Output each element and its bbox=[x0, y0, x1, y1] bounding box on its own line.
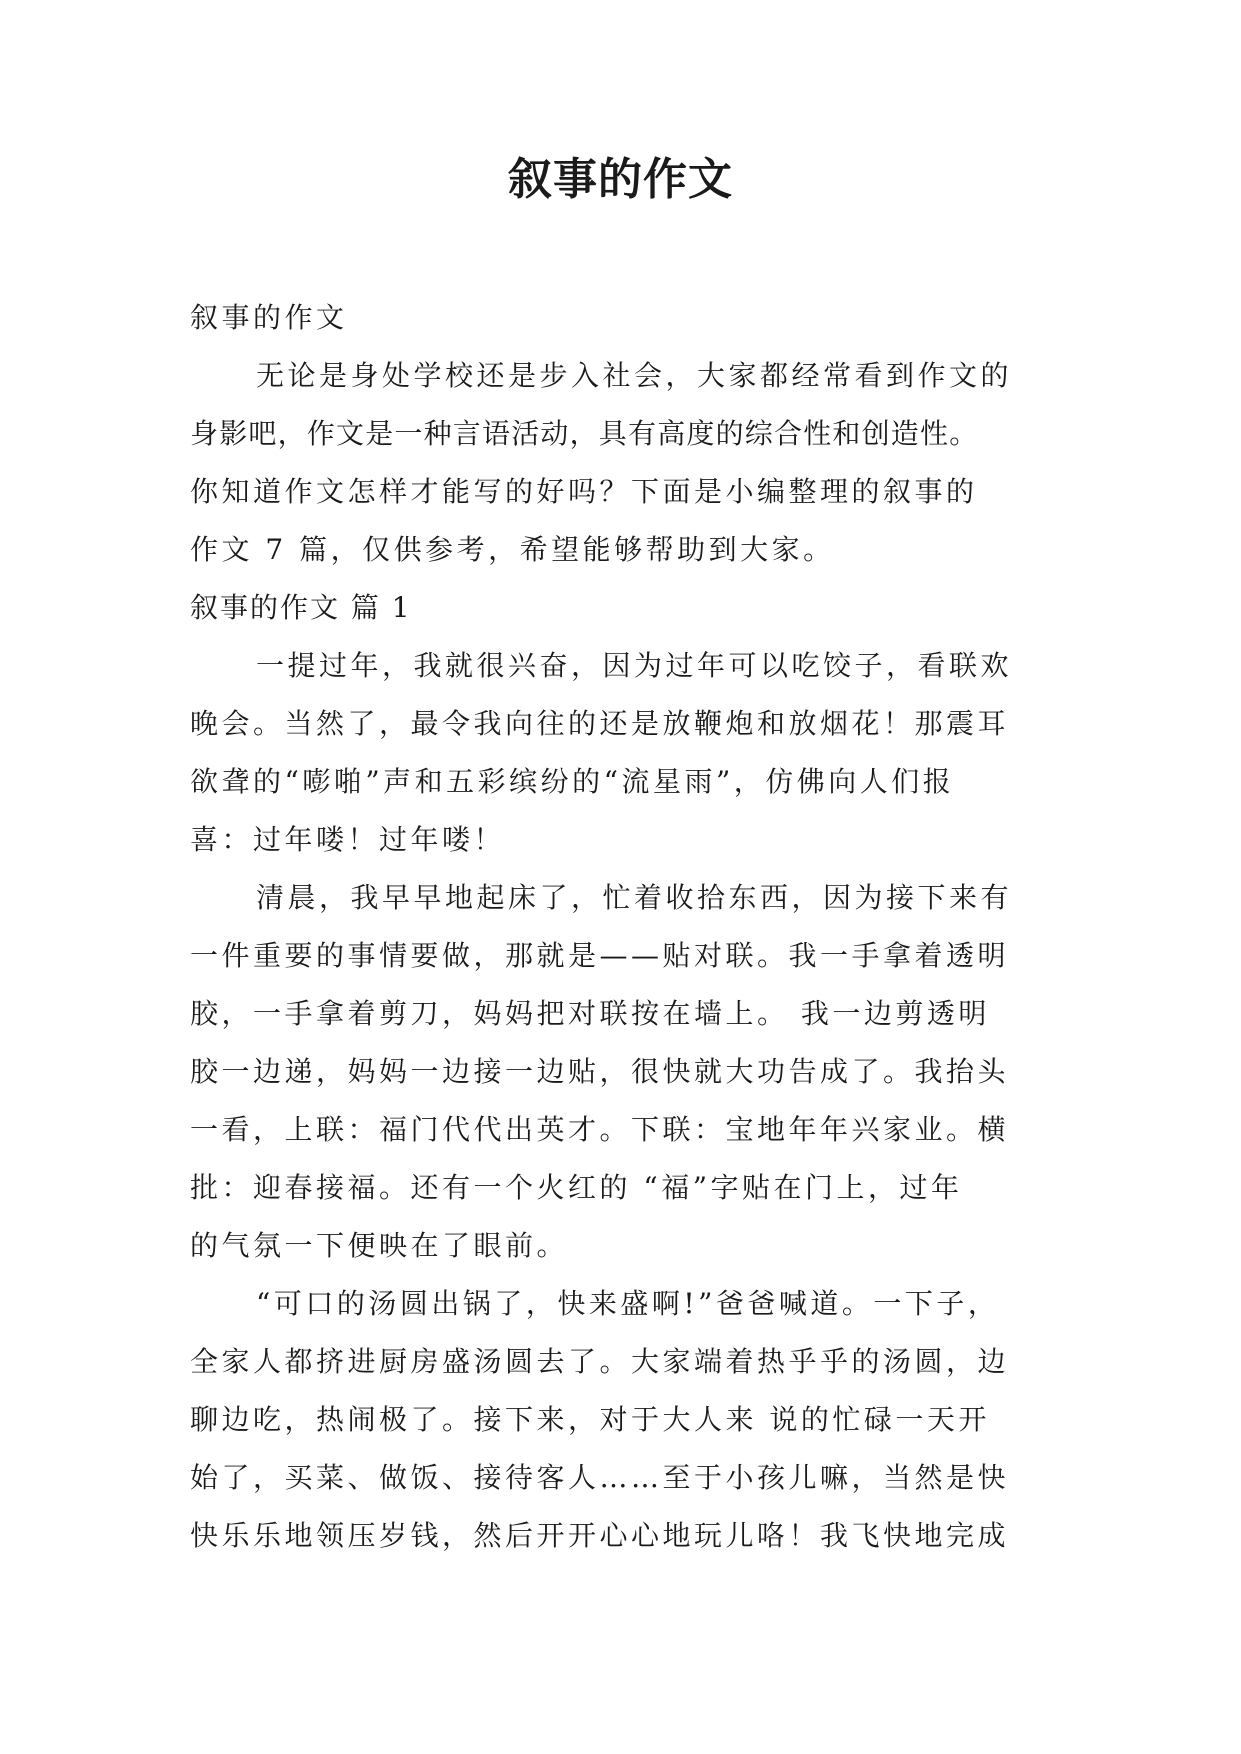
paragraph-line: 批：迎春接福。还有一个火红的 “福”字贴在门上，过年 bbox=[190, 1171, 963, 1204]
paragraph-line: 一看，上联：福门代代出英才。下联：宝地年年兴家业。横 bbox=[190, 1113, 1010, 1146]
paragraph-line: 胶，一手拿着剪刀，妈妈把对联按在墙上。 我一边剪透明 bbox=[190, 997, 990, 1030]
paragraph-line: 清晨，我早早地起床了，忙着收拾东西，因为接下来有 bbox=[256, 881, 1013, 914]
paragraph-line: 快乐乐地领压岁钱，然后开开心心地玩儿咯！我飞快地完成 bbox=[190, 1519, 1010, 1552]
section-heading: 叙事的作文 篇 1 bbox=[190, 591, 412, 624]
document-subtitle: 叙事的作文 bbox=[190, 301, 348, 334]
intro-line: 你知道作文怎样才能写的好吗？下面是小编整理的叙事的 bbox=[190, 475, 978, 508]
paragraph-1 bbox=[190, 637, 1060, 869]
intro-line: 作文 7 篇，仅供参考，希望能够帮助到大家。 bbox=[190, 533, 835, 566]
document-title: 叙事的作文 bbox=[508, 154, 733, 205]
paragraph-line: 一件重要的事情要做，那就是——贴对联。我一手拿着透明 bbox=[190, 939, 1010, 972]
paragraph-line: 晚会。当然了，最令我向往的还是放鞭炮和放烟花！那震耳 bbox=[190, 707, 1010, 740]
paragraph-line: 胶一边递，妈妈一边接一边贴，很快就大功告成了。我抬头 bbox=[190, 1055, 1010, 1088]
paragraph-line: 聊边吃，热闹极了。接下来，对于大人来 说的忙碌一天开 bbox=[190, 1403, 990, 1436]
paragraph-line: “可口的汤圆出锅了，快来盛啊!”爸爸喊道。一下子， bbox=[256, 1287, 1000, 1320]
paragraph-line: 的气氛一下便映在了眼前。 bbox=[190, 1229, 569, 1262]
paragraph-line: 一提过年，我就很兴奋，因为过年可以吃饺子，看联欢 bbox=[256, 649, 1013, 682]
paragraph-3 bbox=[190, 1275, 1060, 1565]
paragraph-line: 喜：过年喽！过年喽！ bbox=[190, 823, 506, 856]
intro-paragraph bbox=[190, 347, 1060, 579]
paragraph-2 bbox=[190, 869, 1060, 1275]
intro-line: 身影吧，作文是一种言语活动，具有高度的综合性和创造性。 bbox=[190, 417, 979, 450]
document-body bbox=[190, 289, 1060, 1565]
paragraph-line: 全家人都挤进厨房盛汤圆去了。大家端着热乎乎的汤圆，边 bbox=[190, 1345, 1010, 1378]
paragraph-line: 欲聋的“嘭啪”声和五彩缤纷的“流星雨”，仿佛向人们报 bbox=[190, 765, 955, 798]
intro-line: 无论是身处学校还是步入社会，大家都经常看到作文的 bbox=[256, 359, 1013, 392]
paragraph-line: 始了，买菜、做饭、接待客人……至于小孩儿嘛，当然是快 bbox=[190, 1461, 1010, 1494]
